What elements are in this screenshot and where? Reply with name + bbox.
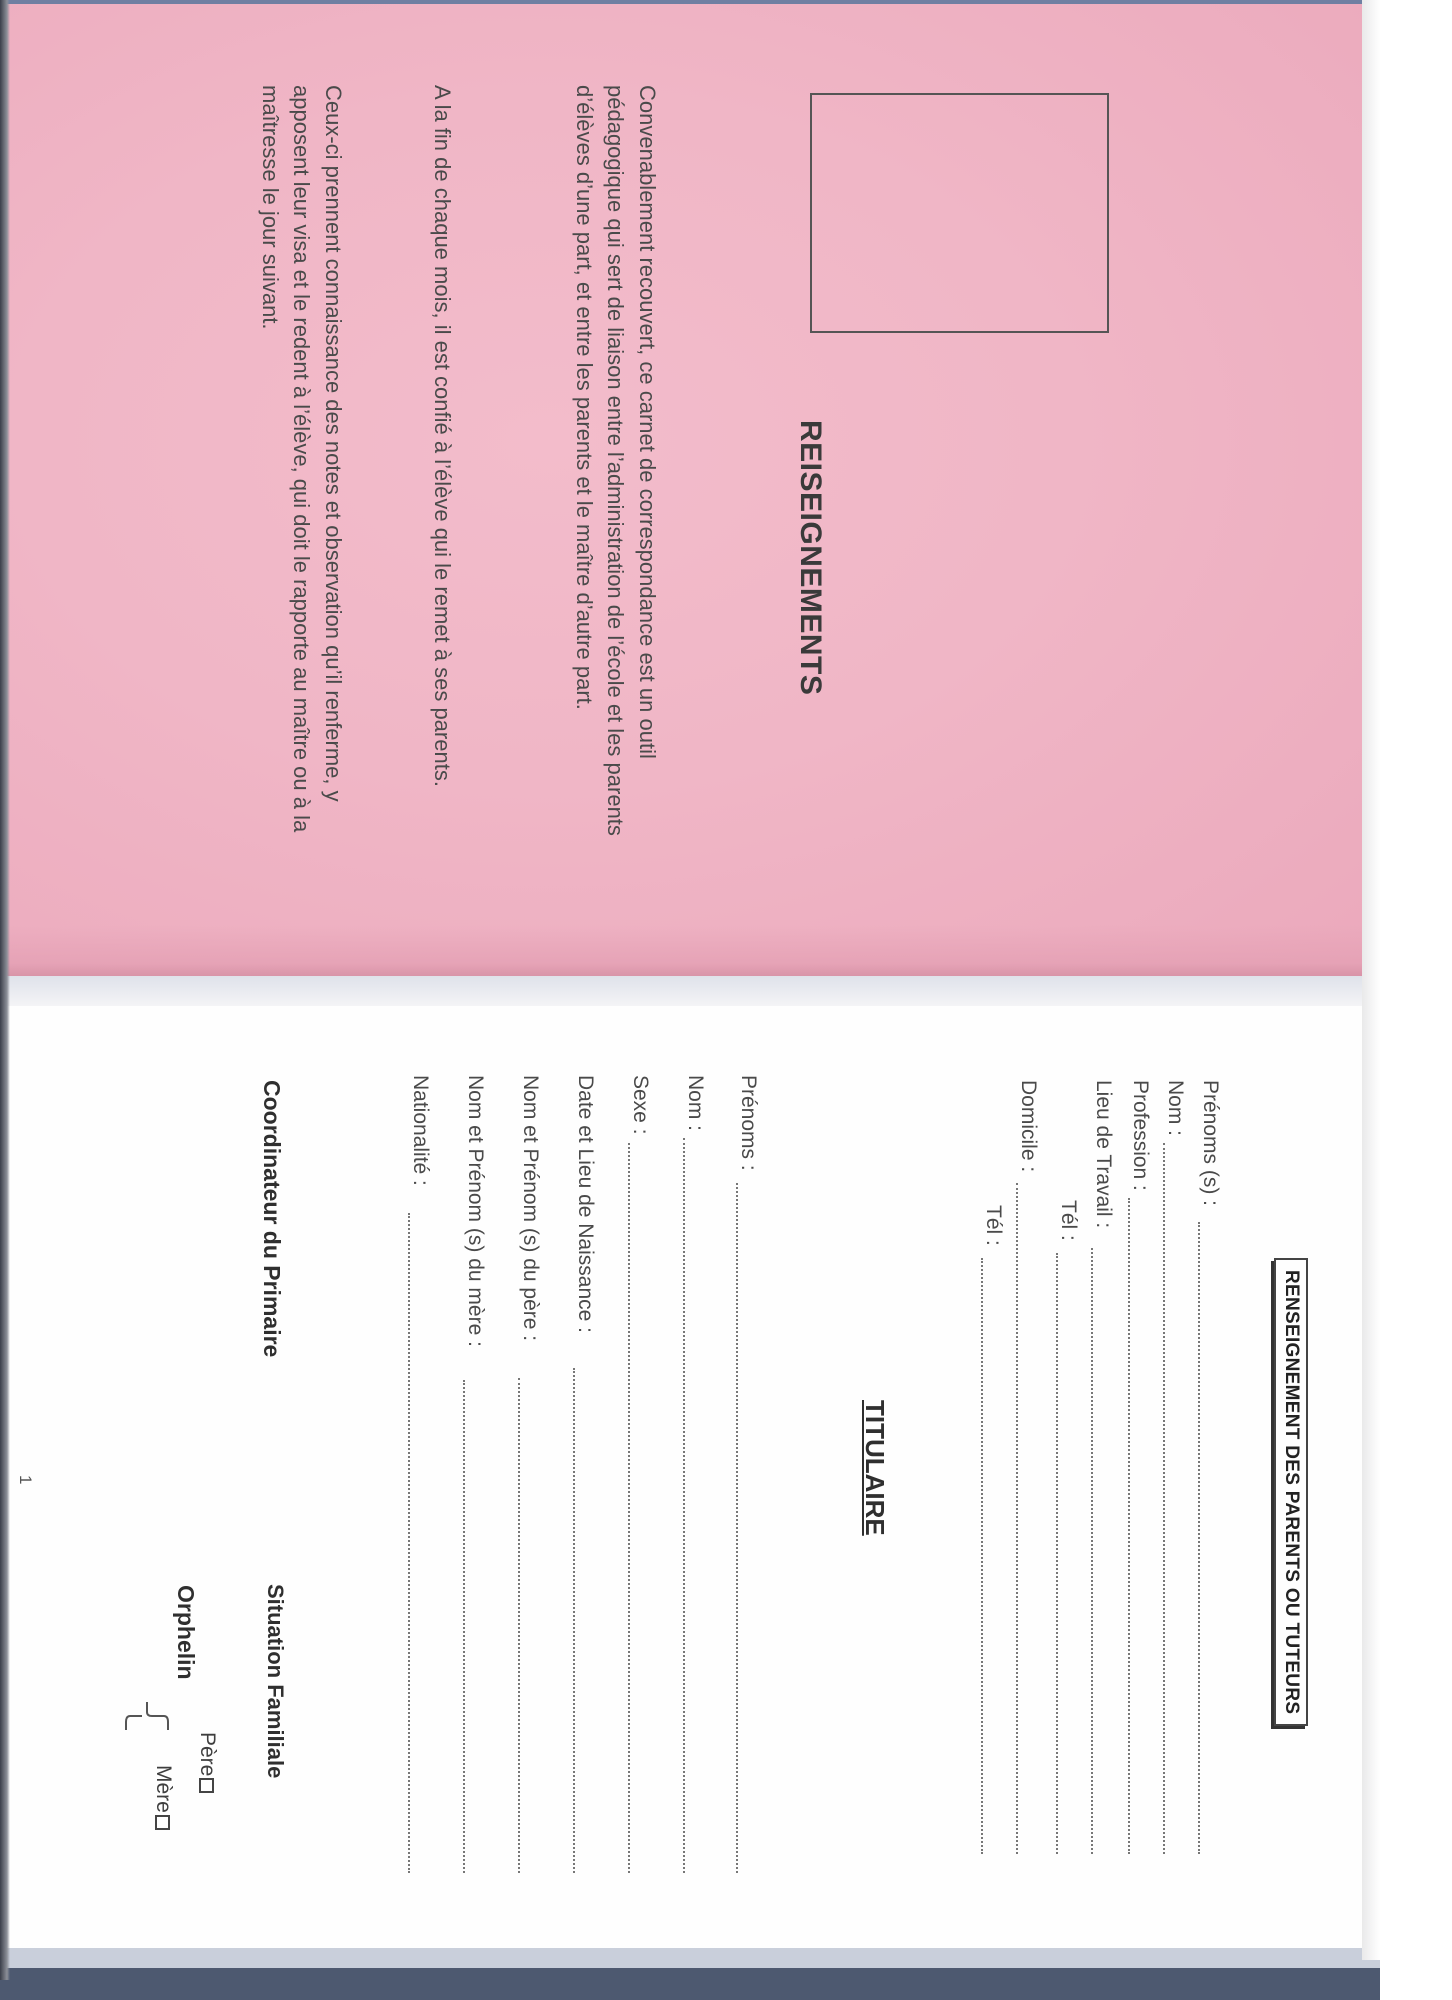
coordinateur-label: Coordinateur du Primaire [259,1080,285,1358]
parents-section-heading: RENSEIGNEMENT DES PARENTS OU TUTEURS [1274,1258,1308,1726]
parent-tel-1-line[interactable] [1056,1253,1058,1854]
mere-checkbox[interactable] [155,1815,170,1830]
parent-domicile-line[interactable] [1016,1183,1018,1854]
parent-domicile-label: Domicile : [1017,1080,1040,1173]
page-right-edge [1362,0,1380,1960]
parent-nom-line[interactable] [1163,1143,1165,1854]
parent-lieu-travail-label: Lieu de Travail : [1092,1080,1115,1229]
student-nationalite-label: Nationalité : [409,1075,432,1186]
student-sexe-label: Sexe : [629,1075,652,1135]
parent-nom-label: Nom : [1164,1080,1187,1137]
titulaire-heading: TITULAIRE [860,1400,890,1536]
student-date-lieu-label: Date et Lieu de Naissance : [574,1075,597,1333]
brace-icon [124,1700,170,1760]
parent-profession-label: Profession : [1129,1080,1152,1191]
orphelin-label: Orphelin [173,1585,199,1680]
photo-box [810,93,1109,333]
student-pere-line[interactable] [518,1378,520,1873]
page-number: 1 [16,1475,35,1485]
parent-tel-2-label: Tél : [982,1205,1005,1246]
pere-checkbox[interactable] [199,1778,214,1793]
student-mere-label: Nom et Prénom (s) du mère : [464,1075,487,1347]
pere-option-label: Père [196,1732,219,1777]
student-nom-line[interactable] [683,1138,685,1873]
parent-profession-line[interactable] [1128,1198,1130,1854]
pere-option[interactable] [195,1732,219,1793]
parent-lieu-travail-line[interactable] [1091,1248,1093,1854]
page-title: REISEIGNEMENTS [794,420,827,696]
student-nom-label: Nom : [684,1075,707,1132]
student-prenoms-label: Prénoms : [737,1075,760,1171]
monthly-paragraph: A la fin de chaque mois, il est confié à l’élève qui le remet à ses parents. [430,85,455,787]
parent-tel-1-label: Tél : [1057,1200,1080,1241]
intro-paragraph: Convenablement recouvert, ce carnet de correspondance est un outil pédagogique qui sert de liaison entre l’administration de l’école et les parents d’élèves d’une part, et entre les parents et le maître d’autre part. [572,85,660,836]
situation-familiale-label: Situation Familiale [263,1584,288,1779]
parent-prenoms-label: Prénoms (s) : [1199,1080,1222,1207]
parent-prenoms-line[interactable] [1198,1222,1200,1854]
student-sexe-line[interactable] [628,1143,630,1873]
scan-bottom-dark-edge [0,1968,1380,2000]
parent-tel-2-line[interactable] [981,1258,983,1854]
student-prenoms-line[interactable] [736,1183,738,1873]
parents-paragraph: Ceux-ci prennent connaissance des notes et observation qu’il renferme, y apposent leur visa et le redent à l’élève, qui doit le rapporte au maître ou à la maîtresse le jour suivant. [258,85,346,833]
student-nationalite-line[interactable] [408,1213,410,1873]
student-date-lieu-line[interactable] [573,1368,575,1873]
student-mere-line[interactable] [463,1380,465,1873]
mere-option[interactable] [151,1765,175,1830]
mere-option-label: Mère [152,1765,175,1813]
student-pere-label: Nom et Prénom (s) du père : [519,1075,542,1342]
